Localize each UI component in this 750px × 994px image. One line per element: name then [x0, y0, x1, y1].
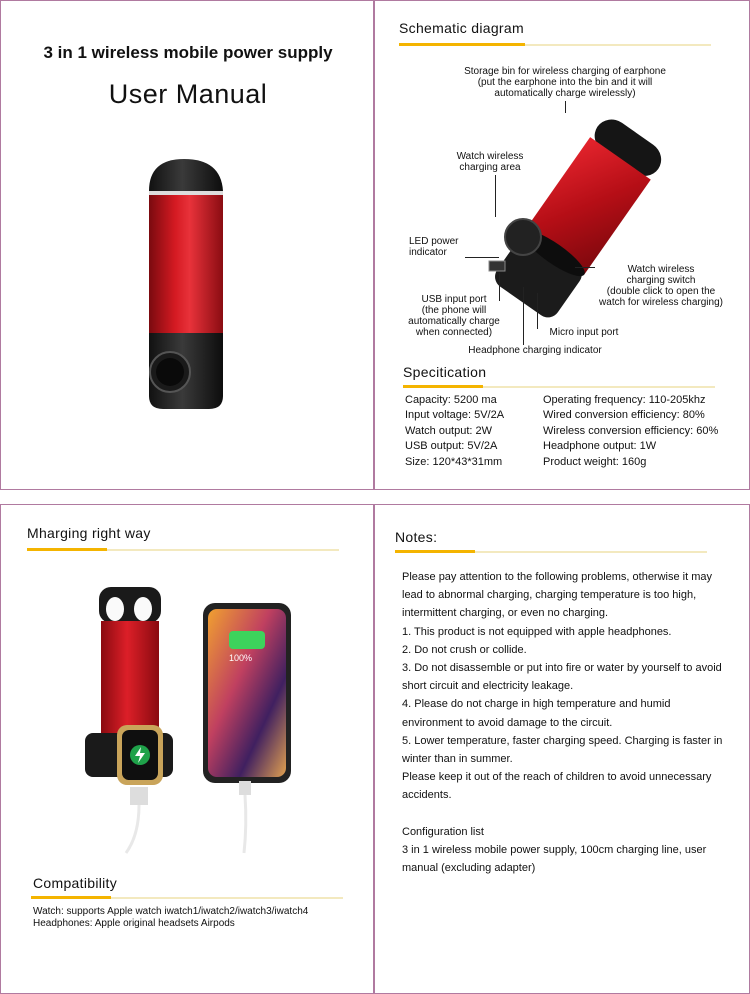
spec-left-column: [405, 393, 504, 470]
notes-panel: [374, 504, 750, 994]
leader-line: [495, 175, 496, 217]
compatibility-title: Compatibility: [33, 875, 118, 891]
note-item: 4. Please do not charge in high temperature and humid environment to avoid damage to the circuit.: [402, 698, 671, 729]
note-item: 5. Lower temperature, faster charging speed. Charging is faster in winter than in summer.: [402, 734, 723, 766]
notes-warning: Please keep it out of the reach of children to avoid unnecessary accidents.: [402, 771, 712, 802]
cover-title: 3 in 1 wireless mobile power supply: [43, 43, 333, 62]
schematic-panel: [374, 0, 750, 490]
spec-watch-output: Watch output: 2W: [405, 424, 493, 437]
spec-operating-frequency: Operating frequency: 110-205khz: [543, 394, 706, 406]
spec-usb-output: USB output: 5V/2A: [405, 440, 498, 453]
spec-size: Size: 120*43*31mm: [405, 455, 503, 468]
compatibility-title-rule: [31, 897, 343, 899]
leader-line: [575, 267, 595, 268]
charging-switch-label: Watch wireless charging switch (double click to open the watch for wireless charging): [599, 264, 723, 308]
compatibility-list: [33, 906, 308, 929]
power-bank-image: [139, 151, 239, 416]
notes-body: [402, 568, 734, 877]
notes-spacer: [402, 805, 734, 823]
watch-area-label: Watch wireless charging area: [456, 151, 524, 173]
config-title: Configuration list: [402, 825, 484, 838]
storage-bin-label: Storage bin for wireless charging of earphone (put the earphone into the bin and it will automatically charge wirelessly): [464, 66, 666, 99]
leader-line: [465, 257, 499, 258]
spec-weight: Product weight: 160g: [543, 455, 647, 468]
specification-title-rule: [403, 386, 715, 388]
charging-title-rule: [27, 549, 339, 551]
schematic-title: Schematic diagram: [399, 20, 524, 36]
spec-wired-efficiency: Wired conversion efficiency: 80%: [543, 409, 705, 422]
note-item: 3. Do not disassemble or put into fire or water by yourself to avoid short circuit and electricity leakage.: [402, 662, 722, 693]
spec-headphone-output: Headphone output: 1W: [543, 440, 657, 453]
compat-watch: Watch: supports Apple watch iwatch1/iwatch2/iwatch3/iwatch4: [33, 906, 309, 917]
usb-input-label: USB input port (the phone will automatically charge when connected): [408, 294, 500, 338]
leader-line: [523, 287, 524, 345]
compat-headphones: Headphones: Apple original headsets Airpods: [33, 917, 235, 929]
note-item: 1. This product is not equipped with apple headphones.: [402, 625, 672, 638]
note-item: 2. Do not crush or collide.: [402, 643, 527, 656]
micro-input-label: Micro input port: [549, 327, 619, 338]
leader-line: [537, 293, 538, 329]
charging-panel: [0, 504, 374, 994]
charging-title: Mharging right way: [27, 525, 151, 541]
cover-subtitle: User Manual: [108, 79, 268, 109]
spec-capacity: Capacity: 5200 ma: [405, 394, 497, 406]
phone-battery-text: 100%: [229, 653, 253, 663]
notes-intro: Please pay attention to the following problems, otherwise it may lead to abnormal charging, charging temperature is too high, intermittent charging, or even no charging.: [402, 571, 712, 620]
leader-line: [565, 101, 566, 113]
headphone-indicator-label: Headphone charging indicator: [468, 345, 602, 356]
spec-input-voltage: Input voltage: 5V/2A: [405, 409, 505, 422]
leader-line: [499, 273, 500, 301]
spec-right-column: [543, 393, 718, 470]
notes-title-rule: [395, 551, 707, 553]
led-indicator-label: LED power indicator: [409, 236, 459, 258]
charging-illustration: [81, 585, 311, 855]
specification-title: Specitication: [403, 364, 487, 380]
notes-title: Notes:: [395, 529, 438, 545]
spec-wireless-efficiency: Wireless conversion efficiency: 60%: [543, 424, 719, 437]
cover-panel: [0, 0, 374, 490]
config-text: 3 in 1 wireless mobile power supply, 100cm charging line, user manual (excluding adapter): [402, 843, 707, 875]
schematic-title-rule: [399, 44, 711, 46]
